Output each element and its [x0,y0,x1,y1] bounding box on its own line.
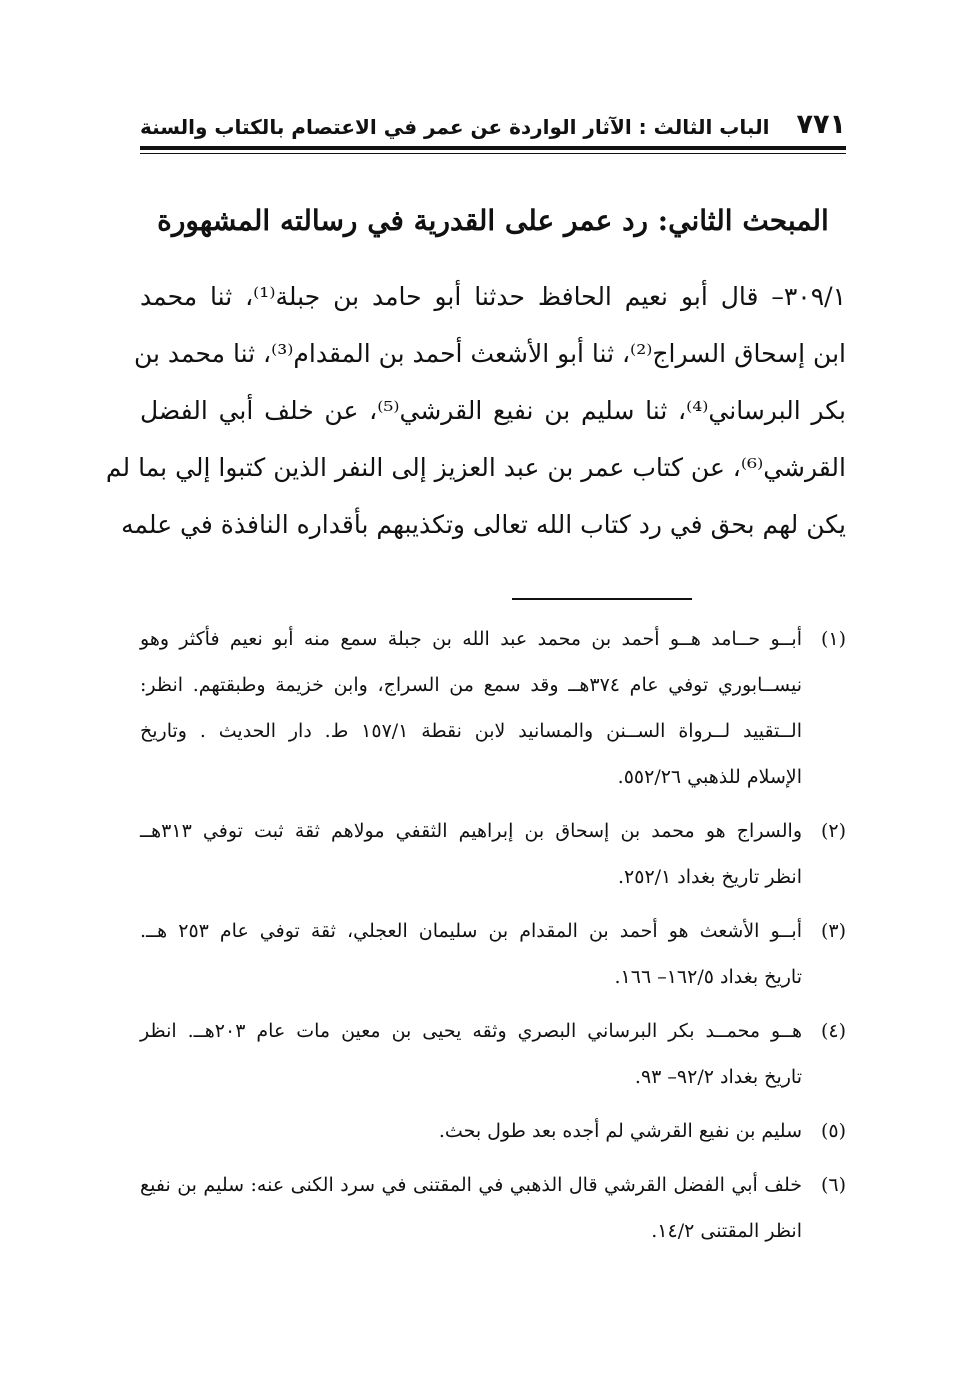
body-line: ابن إسحاق السراج⁽²⁾، ثنا أبو الأشعث أحمد بن المقدام⁽³⁾، ثنا محمد بن [134,339,846,368]
footnote-line: تاريخ بغداد ١٦٢/٥– ١٦٦. [614,966,802,988]
footnote-line: نيســابوري توفي عام ٣٧٤هــ وقد سمع من السراج، وابن خزيمة وطبقتهم. انظر: [140,674,802,696]
footnote-5 [140,1108,846,1154]
footnote-line: انظر المقتنى ١٤/٢. [651,1220,802,1242]
footnote-3 [140,908,846,1000]
body-line: القرشي⁽⁶⁾، عن كتاب عمر بن عبد العزيز إلى النفر الذين كتبوا إلي بما لم [105,453,846,482]
footnote-line: تاريخ بغداد ٩٢/٢– ٩٣. [634,1066,802,1088]
footnote-6 [140,1162,846,1254]
body-paragraph [105,268,846,553]
body-line: يكن لهم بحق في رد كتاب الله تعالى وتكذيبهم بأقداره النافذة في علمه [121,510,846,539]
page-number: ٧٧١ [796,109,846,140]
footnote-line: انظر تاريخ بغداد ٢٥٢/١. [617,866,802,888]
footnote-line: الإسلام للذهبي ٥٥٢/٢٦. [617,766,802,788]
footnote-line: خلف أبي الفضل القرشي قال الذهبي في المقتنى في سرد الكنى عنه: سليم بن نفيع [140,1174,802,1196]
body-line: بكر البرساني⁽⁴⁾، ثنا سليم بن نفيع القرشي⁽⁵⁾، عن خلف أبي الفضل [140,396,846,425]
footnote-line: هــو محمــد بكر البرساني البصري وثقه يحيى بن معين مات عام ٢٠٣هــ. انظر [140,1020,802,1042]
footnote-line: والسراج هو محمد بن إسحاق بن إبراهيم الثقفي مولاهم ثقة ثبت توفي ٣١٣هــ [140,820,802,842]
footnote-number: (٢) [820,820,846,842]
page-header [140,108,846,144]
running-title: الباب الثالث : الآثار الواردة عن عمر في الاعتصام بالكتاب والسنة [140,115,770,139]
section-title: المبحث الثاني: رد عمر على القدرية في رسالته المشهورة [157,204,829,237]
header-rule-thick [140,146,846,150]
footnote-line: الــتقييد لــرواة الســنن والمسانيد لابن نقطة ١٥٧/١ ط. دار الحديث . وتاريخ [140,720,802,742]
footnote-number: (٥) [820,1120,846,1142]
footnote-number: (٣) [820,920,846,942]
footnote-line: أبــو الأشعث هو أحمد بن المقدام بن سليمان العجلي، ثقة توفي عام ٢٥٣ هــ. [140,920,803,942]
footnote-number: (١) [820,628,846,650]
footnote-line: سليم بن نفيع القرشي لم أجده بعد طول بحث. [438,1120,802,1142]
footnote-2 [140,808,846,900]
footnote-4 [140,1008,846,1100]
footnote-line: أبــو حــامد هــو أحمد بن محمد عبد الله بن جبلة سمع منه أبو نعيم فأكثر وهو [140,628,802,650]
footnote-1 [140,616,846,800]
footnote-number: (٤) [820,1020,846,1042]
body-line: ٣٠٩/١– قال أبو نعيم الحافظ حدثنا أبو حامد بن جبلة⁽¹⁾، ثنا محمد [140,282,846,311]
footnotes [140,616,846,1262]
footnote-separator [512,598,692,600]
footnote-number: (٦) [820,1174,846,1196]
header-rule-thin [140,153,846,154]
